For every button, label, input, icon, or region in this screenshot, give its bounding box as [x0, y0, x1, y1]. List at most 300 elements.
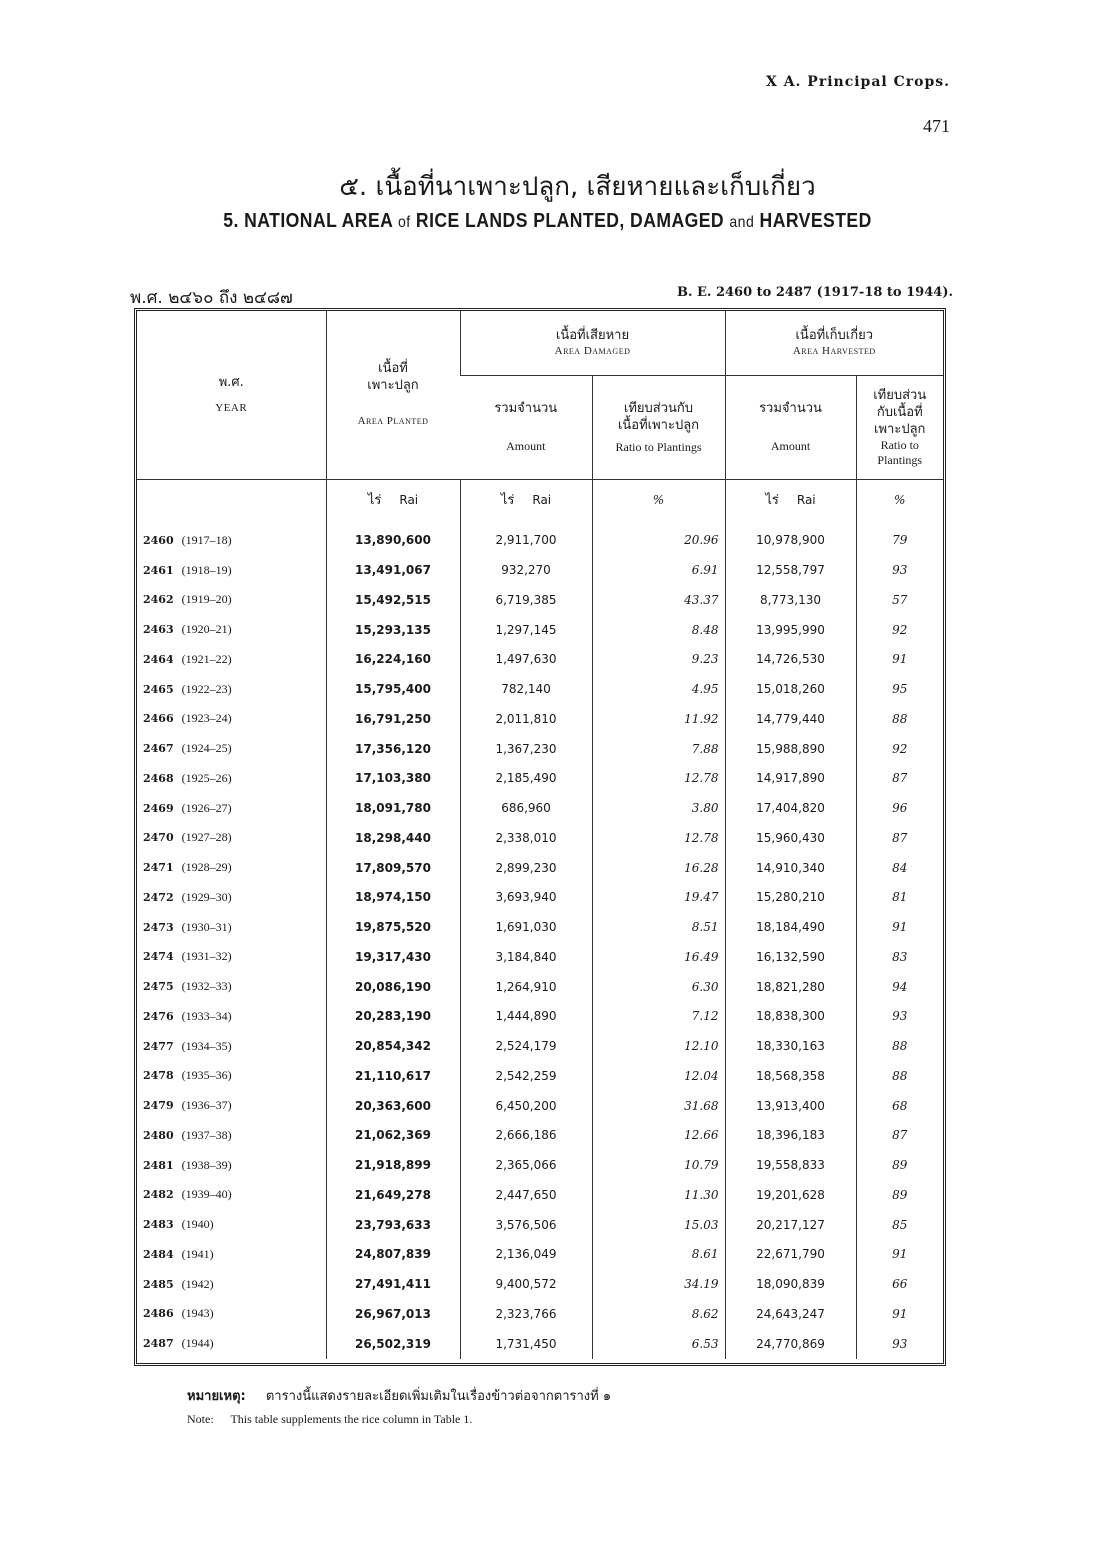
note-thai-label: หมายเหตุ:	[187, 1389, 246, 1404]
cell-year-be: 2478	[143, 1069, 174, 1083]
cell-year-be: 2487	[143, 1337, 174, 1351]
cell-harvested-amount: 17,404,820	[725, 793, 856, 823]
cell-harvested-ratio: 92	[856, 615, 943, 645]
unit-year	[137, 479, 326, 520]
cell-harvested-ratio: 88	[856, 1031, 943, 1061]
cell-year	[137, 585, 326, 615]
table-row	[137, 793, 943, 823]
cell-area-planted: 24,807,839	[326, 1240, 460, 1270]
cell-harvested-ratio: 92	[856, 734, 943, 764]
title-thai-number: ๕.	[339, 172, 368, 202]
cell-year	[137, 883, 326, 913]
cell-year-be: 2461	[143, 563, 174, 577]
cell-area-planted: 13,491,067	[326, 555, 460, 585]
cell-year-be: 2484	[143, 1247, 174, 1261]
cell-harvested-amount: 20,217,127	[725, 1210, 856, 1240]
cell-year-be: 2474	[143, 950, 174, 964]
cell-year-be: 2473	[143, 920, 174, 934]
cell-damaged-ratio: 12.04	[592, 1061, 725, 1091]
cell-year	[137, 1210, 326, 1240]
cell-year-be: 2472	[143, 890, 174, 904]
cell-harvested-ratio: 96	[856, 793, 943, 823]
cell-year-ad: (1937–38)	[181, 1127, 232, 1142]
unit-damaged	[460, 479, 592, 520]
cell-harvested-amount: 18,821,280	[725, 972, 856, 1002]
header-harvested-ratio-thai-2: กับเนื้อที่	[876, 404, 923, 420]
cell-year-be: 2468	[143, 771, 174, 785]
header-damaged-ratio-thai-2: เนื้อที่เพาะปลูก	[617, 417, 700, 433]
cell-area-planted: 20,854,342	[326, 1031, 460, 1061]
table-row	[137, 555, 943, 585]
cell-damaged-amount: 1,731,450	[460, 1329, 592, 1359]
note-thai-text: ตารางนี้แสดงรายละเอียดเพิ่มเติมในเรื่องข้าวต่อจากตารางที่ ๑	[265, 1389, 612, 1404]
cell-year	[137, 1299, 326, 1329]
cell-damaged-ratio: 6.91	[592, 555, 725, 585]
note-en-label: Note:	[187, 1412, 214, 1426]
cell-damaged-amount: 932,270	[460, 555, 592, 585]
unit-rai-thai: ไร่	[765, 493, 779, 508]
cell-year	[137, 555, 326, 585]
header-area-planted	[326, 311, 460, 479]
cell-damaged-ratio: 43.37	[592, 585, 725, 615]
cell-area-planted: 19,317,430	[326, 942, 460, 972]
header-harvested-ratio-thai-3: เพาะปลูก	[874, 421, 926, 437]
cell-damaged-amount: 3,576,506	[460, 1210, 592, 1240]
cell-damaged-amount: 3,184,840	[460, 942, 592, 972]
cell-harvested-amount: 14,917,890	[725, 764, 856, 794]
cell-year-ad: (1921–22)	[181, 651, 232, 666]
cell-year-ad: (1944)	[181, 1336, 214, 1351]
table-row	[137, 674, 943, 704]
cell-harvested-amount: 19,558,833	[725, 1150, 856, 1180]
cell-year	[137, 1329, 326, 1359]
cell-damaged-amount: 782,140	[460, 674, 592, 704]
cell-damaged-amount: 2,524,179	[460, 1031, 592, 1061]
header-damaged-thai: เนื้อที่เสียหาย	[555, 327, 630, 343]
header-year	[137, 311, 326, 479]
table-row	[137, 853, 943, 883]
header-planted-thai-2: เพาะปลูก	[367, 378, 419, 394]
table-row	[137, 1121, 943, 1151]
cell-area-planted: 21,062,369	[326, 1121, 460, 1151]
cell-year	[137, 1031, 326, 1061]
cell-area-planted: 26,967,013	[326, 1299, 460, 1329]
cell-area-planted: 16,791,250	[326, 704, 460, 734]
header-damaged-amount-en: Amount	[506, 439, 546, 453]
cell-damaged-ratio: 6.53	[592, 1329, 725, 1359]
table-row	[137, 645, 943, 675]
cell-damaged-amount: 2,136,049	[460, 1240, 592, 1270]
cell-year-be: 2481	[143, 1158, 174, 1172]
cell-damaged-amount: 2,365,066	[460, 1150, 592, 1180]
cell-harvested-ratio: 94	[856, 972, 943, 1002]
table-row	[137, 1329, 943, 1359]
cell-damaged-ratio: 16.49	[592, 942, 725, 972]
header-harvested-ratio-en-2: Plantings	[877, 452, 923, 467]
cell-year-ad: (1919–20)	[181, 592, 232, 607]
cell-year-be: 2466	[143, 712, 174, 726]
cell-damaged-ratio: 7.12	[592, 1002, 725, 1032]
table-row	[137, 883, 943, 913]
cell-damaged-ratio: 8.62	[592, 1299, 725, 1329]
table-row	[137, 942, 943, 972]
cell-area-planted: 17,356,120	[326, 734, 460, 764]
cell-year-ad: (1925–26)	[181, 770, 232, 785]
cell-harvested-amount: 15,960,430	[725, 823, 856, 853]
cell-harvested-amount: 19,201,628	[725, 1180, 856, 1210]
cell-damaged-ratio: 12.66	[592, 1121, 725, 1151]
cell-damaged-amount: 686,960	[460, 793, 592, 823]
unit-rai-en: Rai	[532, 493, 552, 507]
header-damaged-ratio-en: Ratio to Plantings	[615, 439, 702, 454]
cell-damaged-amount: 1,297,145	[460, 615, 592, 645]
cell-year-be: 2475	[143, 980, 174, 994]
cell-area-planted: 17,103,380	[326, 764, 460, 794]
cell-damaged-amount: 1,497,630	[460, 645, 592, 675]
cell-year-ad: (1918–19)	[181, 562, 232, 577]
cell-area-planted: 20,283,190	[326, 1002, 460, 1032]
title-en-part2: RICE LANDS PLANTED, DAMAGED	[415, 210, 725, 232]
cell-damaged-ratio: 12.78	[592, 764, 725, 794]
cell-harvested-amount: 18,568,358	[725, 1061, 856, 1091]
cell-harvested-amount: 15,280,210	[725, 883, 856, 913]
cell-harvested-amount: 15,988,890	[725, 734, 856, 764]
cell-area-planted: 21,649,278	[326, 1180, 460, 1210]
header-harvested-thai: เนื้อที่เก็บเกี่ยว	[795, 327, 873, 343]
cell-harvested-ratio: 85	[856, 1210, 943, 1240]
cell-year	[137, 764, 326, 794]
cell-year	[137, 1061, 326, 1091]
cell-year-ad: (1939–40)	[181, 1187, 232, 1202]
cell-harvested-amount: 16,132,590	[725, 942, 856, 972]
cell-harvested-ratio: 91	[856, 645, 943, 675]
cell-area-planted: 21,110,617	[326, 1061, 460, 1091]
cell-area-planted: 13,890,600	[326, 520, 460, 556]
table-row	[137, 972, 943, 1002]
cell-year-be: 2486	[143, 1307, 174, 1321]
cell-damaged-ratio: 10.79	[592, 1150, 725, 1180]
table-row	[137, 1150, 943, 1180]
cell-harvested-amount: 12,558,797	[725, 555, 856, 585]
cell-area-planted: 15,492,515	[326, 585, 460, 615]
note-thai	[187, 1385, 611, 1406]
cell-harvested-ratio: 79	[856, 520, 943, 556]
cell-year-be: 2462	[143, 593, 174, 607]
cell-damaged-ratio: 8.61	[592, 1240, 725, 1270]
cell-harvested-ratio: 91	[856, 912, 943, 942]
period-thai: พ.ศ. ๒๔๖๐ ถึง ๒๔๘๗	[130, 288, 293, 308]
cell-year-be: 2483	[143, 1218, 174, 1232]
cell-damaged-amount: 2,899,230	[460, 853, 592, 883]
header-planted-en: Area Planted	[357, 415, 429, 428]
cell-damaged-ratio: 6.30	[592, 972, 725, 1002]
table-row	[137, 912, 943, 942]
header-harvested-amount-en: Amount	[770, 439, 811, 453]
cell-harvested-ratio: 66	[856, 1269, 943, 1299]
cell-year	[137, 520, 326, 556]
cell-year-be: 2476	[143, 1009, 174, 1023]
cell-year	[137, 1180, 326, 1210]
cell-harvested-amount: 18,838,300	[725, 1002, 856, 1032]
cell-harvested-ratio: 87	[856, 1121, 943, 1151]
unit-harvested	[725, 479, 856, 520]
title-en-number: 5.	[223, 210, 239, 232]
cell-area-planted: 23,793,633	[326, 1210, 460, 1240]
cell-harvested-amount: 24,770,869	[725, 1329, 856, 1359]
cell-harvested-amount: 18,396,183	[725, 1121, 856, 1151]
rice-land-table-frame	[134, 308, 946, 1366]
cell-year-ad: (1920–21)	[181, 622, 232, 637]
cell-damaged-ratio: 7.88	[592, 734, 725, 764]
header-area-harvested	[725, 311, 943, 375]
cell-year	[137, 1121, 326, 1151]
cell-year	[137, 704, 326, 734]
cell-damaged-ratio: 15.03	[592, 1210, 725, 1240]
unit-damaged-pct: %	[592, 479, 725, 520]
cell-harvested-ratio: 91	[856, 1299, 943, 1329]
cell-area-planted: 15,795,400	[326, 674, 460, 704]
table-row	[137, 520, 943, 556]
cell-year-be: 2470	[143, 831, 174, 845]
header-planted-thai-1: เนื้อที่	[378, 361, 408, 377]
cell-harvested-ratio: 68	[856, 1091, 943, 1121]
cell-harvested-ratio: 57	[856, 585, 943, 615]
cell-damaged-ratio: 20.96	[592, 520, 725, 556]
rice-land-table	[137, 311, 943, 1359]
cell-year	[137, 615, 326, 645]
cell-harvested-ratio: 89	[856, 1180, 943, 1210]
table-row	[137, 704, 943, 734]
running-head: X A. Principal Crops.	[765, 74, 950, 90]
cell-damaged-amount: 2,185,490	[460, 764, 592, 794]
cell-damaged-amount: 2,447,650	[460, 1180, 592, 1210]
table-body	[137, 479, 943, 1359]
cell-harvested-ratio: 87	[856, 764, 943, 794]
cell-area-planted: 18,974,150	[326, 883, 460, 913]
cell-damaged-ratio: 4.95	[592, 674, 725, 704]
cell-damaged-ratio: 8.48	[592, 615, 725, 645]
cell-year	[137, 1002, 326, 1032]
cell-damaged-ratio: 11.30	[592, 1180, 725, 1210]
unit-planted	[326, 479, 460, 520]
cell-damaged-amount: 3,693,940	[460, 883, 592, 913]
note-english	[187, 1412, 472, 1427]
cell-harvested-ratio: 93	[856, 555, 943, 585]
cell-damaged-ratio: 3.80	[592, 793, 725, 823]
header-harvested-ratio-thai-1: เทียบส่วน	[873, 387, 927, 403]
cell-area-planted: 18,298,440	[326, 823, 460, 853]
cell-damaged-ratio: 19.47	[592, 883, 725, 913]
cell-harvested-amount: 10,978,900	[725, 520, 856, 556]
title-en-part3: HARVESTED	[759, 210, 872, 232]
cell-damaged-ratio: 12.10	[592, 1031, 725, 1061]
cell-area-planted: 18,091,780	[326, 793, 460, 823]
cell-year-ad: (1942)	[181, 1276, 214, 1291]
cell-year-ad: (1940)	[181, 1217, 214, 1232]
cell-year-be: 2460	[143, 533, 174, 547]
cell-harvested-amount: 24,643,247	[725, 1299, 856, 1329]
cell-year-ad: (1929–30)	[181, 889, 232, 904]
cell-year-be: 2471	[143, 861, 174, 875]
cell-harvested-ratio: 88	[856, 704, 943, 734]
header-damaged-en: Area Damaged	[554, 344, 631, 357]
title-english	[66, 210, 1030, 233]
cell-harvested-amount: 15,018,260	[725, 674, 856, 704]
cell-area-planted: 19,875,520	[326, 912, 460, 942]
cell-year	[137, 793, 326, 823]
title-thai-text: เนื้อที่นาเพาะปลูก, เสียหายและเก็บเกี่ยว	[375, 172, 816, 202]
cell-damaged-ratio: 11.92	[592, 704, 725, 734]
cell-harvested-amount: 18,090,839	[725, 1269, 856, 1299]
cell-year-ad: (1943)	[181, 1306, 214, 1321]
cell-year-ad: (1936–37)	[181, 1098, 232, 1113]
cell-harvested-ratio: 89	[856, 1150, 943, 1180]
header-damaged-amount-thai: รวมจำนวน	[494, 401, 558, 416]
cell-damaged-ratio: 16.28	[592, 853, 725, 883]
cell-damaged-amount: 9,400,572	[460, 1269, 592, 1299]
cell-year-ad: (1935–36)	[181, 1068, 232, 1083]
header-year-en: YEAR	[215, 401, 248, 414]
cell-year-ad: (1923–24)	[181, 711, 232, 726]
cell-harvested-amount: 18,184,490	[725, 912, 856, 942]
period-english: B. E. 2460 to 2487 (1917-18 to 1944).	[676, 285, 953, 300]
cell-year	[137, 645, 326, 675]
cell-year	[137, 674, 326, 704]
cell-damaged-amount: 2,338,010	[460, 823, 592, 853]
cell-harvested-ratio: 93	[856, 1002, 943, 1032]
table-row	[137, 585, 943, 615]
unit-rai-thai: ไร่	[367, 493, 382, 508]
cell-damaged-ratio: 12.78	[592, 823, 725, 853]
cell-damaged-ratio: 34.19	[592, 1269, 725, 1299]
cell-year	[137, 1091, 326, 1121]
header-harvested-en: Area Harvested	[792, 344, 876, 357]
cell-harvested-amount: 13,913,400	[725, 1091, 856, 1121]
cell-harvested-ratio: 84	[856, 853, 943, 883]
unit-row	[137, 479, 943, 520]
cell-year	[137, 1150, 326, 1180]
cell-year-ad: (1926–27)	[181, 800, 232, 815]
cell-area-planted: 17,809,570	[326, 853, 460, 883]
title-en-and: and	[729, 214, 755, 231]
cell-year	[137, 942, 326, 972]
cell-harvested-amount: 14,726,530	[725, 645, 856, 675]
cell-harvested-amount: 22,671,790	[725, 1240, 856, 1270]
cell-year-ad: (1928–29)	[181, 860, 232, 875]
table-row	[137, 1002, 943, 1032]
cell-harvested-amount: 14,779,440	[725, 704, 856, 734]
header-area-damaged	[460, 311, 725, 375]
note-en-text: This table supplements the rice column in Table 1.	[230, 1412, 473, 1426]
header-harvested-ratio	[856, 375, 943, 479]
cell-damaged-ratio: 31.68	[592, 1091, 725, 1121]
cell-damaged-ratio: 8.51	[592, 912, 725, 942]
cell-year	[137, 823, 326, 853]
cell-harvested-ratio: 83	[856, 942, 943, 972]
unit-rai-en: Rai	[399, 493, 419, 507]
cell-year	[137, 853, 326, 883]
cell-damaged-amount: 2,323,766	[460, 1299, 592, 1329]
table-row	[137, 1031, 943, 1061]
cell-year	[137, 972, 326, 1002]
cell-harvested-ratio: 95	[856, 674, 943, 704]
cell-damaged-amount: 2,542,259	[460, 1061, 592, 1091]
cell-area-planted: 20,086,190	[326, 972, 460, 1002]
cell-year	[137, 734, 326, 764]
table-row	[137, 734, 943, 764]
table-row	[137, 615, 943, 645]
header-harvested-ratio-en-1: Ratio to	[880, 437, 919, 452]
cell-year	[137, 1269, 326, 1299]
unit-rai-thai: ไร่	[500, 493, 515, 508]
cell-harvested-amount: 13,995,990	[725, 615, 856, 645]
table-row	[137, 1299, 943, 1329]
cell-year-be: 2467	[143, 742, 174, 756]
cell-year-ad: (1933–34)	[181, 1008, 232, 1023]
cell-harvested-ratio: 93	[856, 1329, 943, 1359]
table-row	[137, 1210, 943, 1240]
cell-year-ad: (1932–33)	[181, 979, 232, 994]
cell-year-ad: (1931–32)	[181, 949, 232, 964]
cell-damaged-amount: 1,264,910	[460, 972, 592, 1002]
cell-damaged-ratio: 9.23	[592, 645, 725, 675]
cell-damaged-amount: 1,691,030	[460, 912, 592, 942]
title-en-part1: NATIONAL AREA	[244, 210, 393, 232]
cell-year	[137, 912, 326, 942]
table-row	[137, 1269, 943, 1299]
title-thai	[0, 166, 1095, 207]
cell-harvested-ratio: 87	[856, 823, 943, 853]
cell-damaged-amount: 1,444,890	[460, 1002, 592, 1032]
header-damaged-ratio-thai-1: เทียบส่วนกับ	[623, 400, 694, 416]
cell-harvested-ratio: 88	[856, 1061, 943, 1091]
cell-harvested-amount: 18,330,163	[725, 1031, 856, 1061]
cell-harvested-ratio: 81	[856, 883, 943, 913]
cell-year-be: 2479	[143, 1099, 174, 1113]
title-en-of: of	[397, 214, 411, 231]
cell-harvested-amount: 14,910,340	[725, 853, 856, 883]
header-damaged-amount	[460, 375, 592, 479]
table-row	[137, 1061, 943, 1091]
cell-year	[137, 1240, 326, 1270]
page-number: 471	[923, 116, 950, 136]
cell-damaged-amount: 6,719,385	[460, 585, 592, 615]
cell-area-planted: 26,502,319	[326, 1329, 460, 1359]
cell-harvested-ratio: 91	[856, 1240, 943, 1270]
cell-damaged-amount: 2,011,810	[460, 704, 592, 734]
table-row	[137, 1240, 943, 1270]
cell-year-be: 2463	[143, 623, 174, 637]
cell-area-planted: 15,293,135	[326, 615, 460, 645]
table-row	[137, 823, 943, 853]
cell-damaged-amount: 1,367,230	[460, 734, 592, 764]
cell-year-ad: (1930–31)	[181, 919, 232, 934]
cell-year-ad: (1917–18)	[181, 532, 232, 547]
cell-year-ad: (1934–35)	[181, 1038, 232, 1053]
table-row	[137, 1091, 943, 1121]
cell-area-planted: 27,491,411	[326, 1269, 460, 1299]
header-damaged-ratio	[592, 375, 725, 479]
cell-area-planted: 20,363,600	[326, 1091, 460, 1121]
header-year-thai: พ.ศ.	[218, 374, 244, 390]
unit-rai-en: Rai	[796, 493, 816, 507]
cell-year-be: 2465	[143, 682, 174, 696]
cell-year-be: 2464	[143, 652, 174, 666]
cell-year-be: 2469	[143, 801, 174, 815]
unit-harvested-pct: %	[856, 479, 943, 520]
cell-damaged-amount: 2,911,700	[460, 520, 592, 556]
header-harvested-amount	[725, 375, 856, 479]
